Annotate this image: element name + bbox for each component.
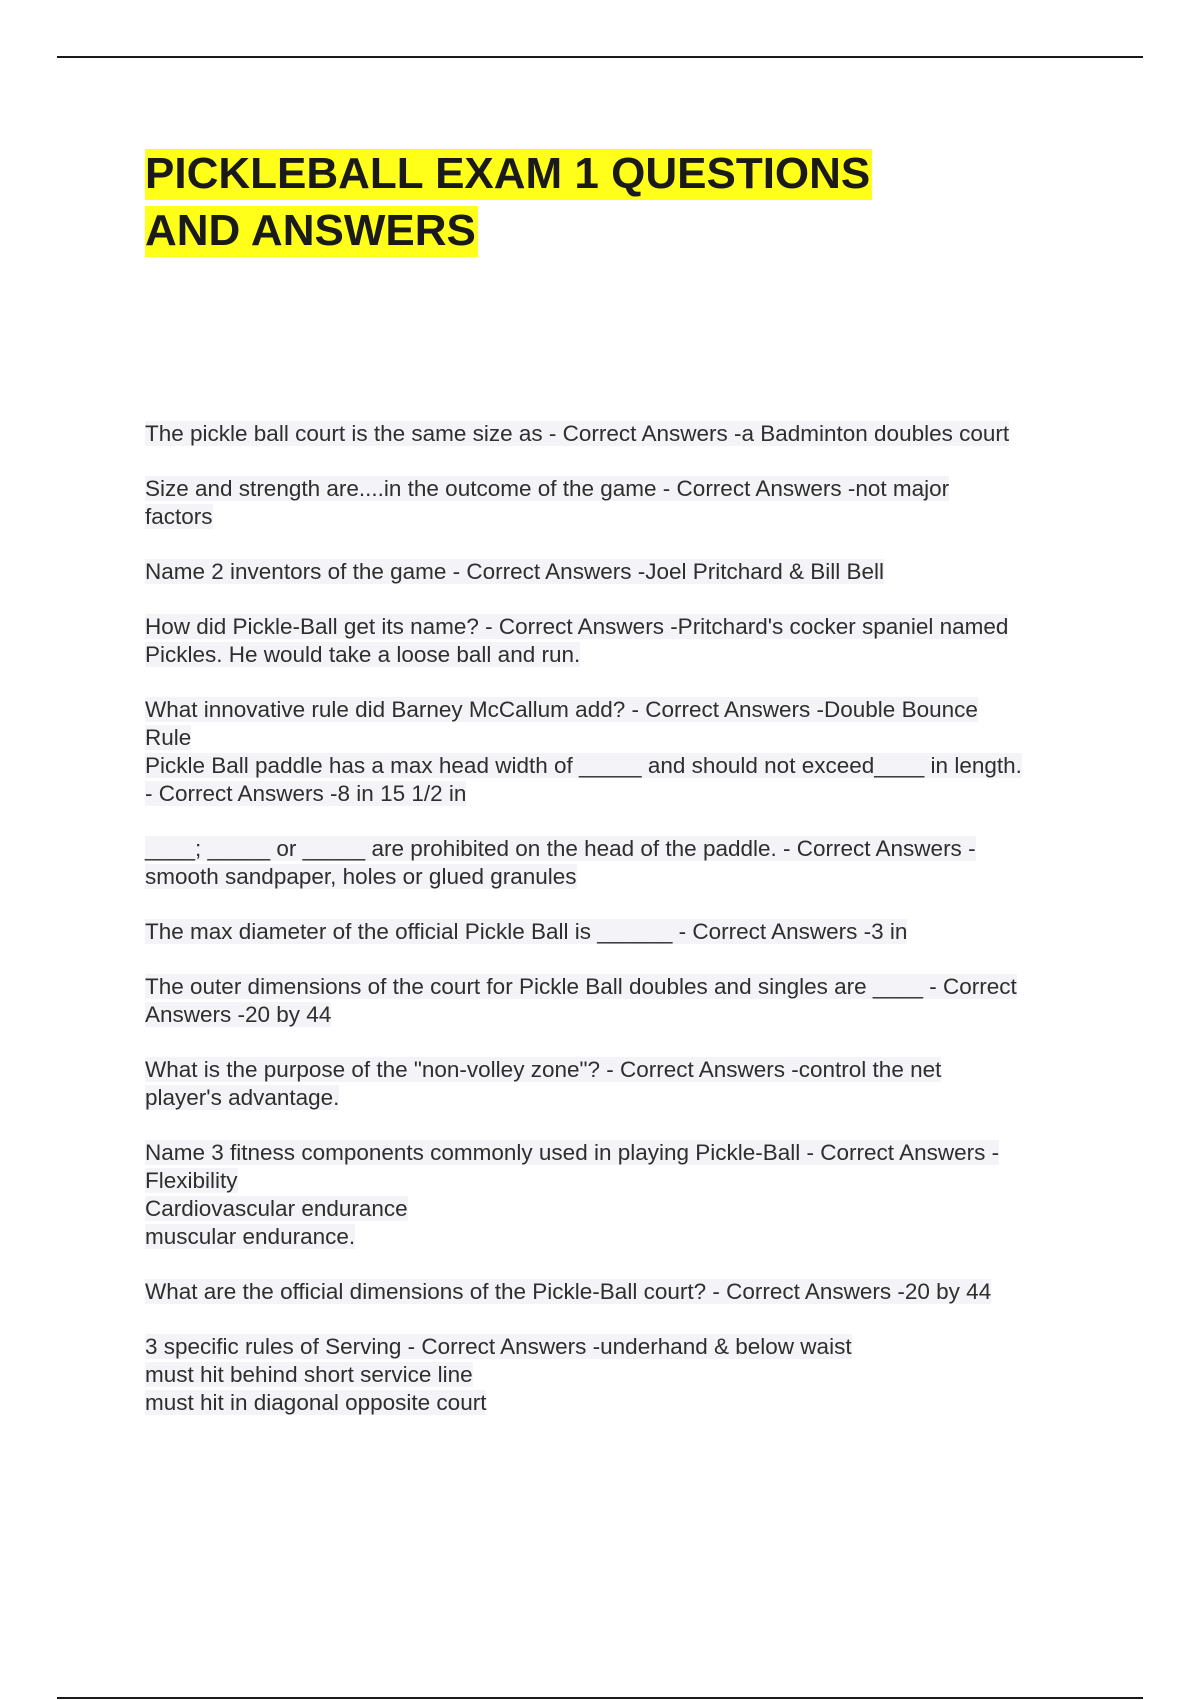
qa-line: smooth sandpaper, holes or glued granules [145,864,577,889]
qa-line: 3 specific rules of Serving - Correct Answers -underhand & below waist [145,1334,852,1359]
qa-line: factors [145,504,213,529]
qa-item [145,752,1105,808]
qa-line: Flexibility [145,1168,238,1193]
qa-line: Cardiovascular endurance [145,1196,408,1221]
qa-line: must hit behind short service line [145,1362,473,1387]
qa-line: How did Pickle-Ball get its name? - Correct Answers -Pritchard's cocker spaniel named [145,614,1009,639]
qa-item [145,1139,1105,1251]
qa-item [145,420,1105,448]
qa-item [145,558,1105,586]
qa-line: Rule [145,725,192,750]
qa-line: Answers -20 by 44 [145,1002,332,1027]
qa-item [145,1333,1105,1417]
qa-line: must hit in diagonal opposite court [145,1390,487,1415]
title-line-2: AND ANSWERS [145,206,476,255]
qa-line: Pickles. He would take a loose ball and run. [145,642,581,667]
qa-line: The outer dimensions of the court for Pickle Ball doubles and singles are ____ - Correct [145,974,1017,999]
qa-line: What innovative rule did Barney McCallum add? - Correct Answers -Double Bounce [145,697,978,722]
qa-line: muscular endurance. [145,1224,356,1249]
qa-line: What is the purpose of the "non-volley zone"? - Correct Answers -control the net [145,1057,942,1082]
footer-rule [57,1697,1143,1699]
qa-line: ____; _____ or _____ are prohibited on the head of the paddle. - Correct Answers - [145,836,976,861]
qa-item [145,613,1105,669]
qa-item [145,973,1105,1029]
qa-line: Name 2 inventors of the game - Correct Answers -Joel Pritchard & Bill Bell [145,559,885,584]
header-rule [57,56,1143,58]
title-line-1: PICKLEBALL EXAM 1 QUESTIONS [145,149,871,198]
qa-item [145,1056,1105,1112]
qa-item [145,1278,1105,1306]
qa-line: Pickle Ball paddle has a max head width of _____ and should not exceed____ in length. [145,753,1022,778]
qa-line: The max diameter of the official Pickle Ball is ______ - Correct Answers -3 in [145,919,908,944]
qa-line: What are the official dimensions of the Pickle-Ball court? - Correct Answers -20 by 44 [145,1279,992,1304]
qa-list [145,420,1105,1444]
qa-item [145,918,1105,946]
qa-line: The pickle ball court is the same size as - Correct Answers -a Badminton doubles court [145,421,1010,446]
qa-item [145,475,1105,531]
document-title [145,145,1105,259]
qa-item [145,696,1105,752]
qa-line: - Correct Answers -8 in 15 1/2 in [145,781,467,806]
qa-item [145,835,1105,891]
qa-line: player's advantage. [145,1085,340,1110]
qa-line: Name 3 fitness components commonly used in playing Pickle-Ball - Correct Answers - [145,1140,1000,1165]
qa-line: Size and strength are....in the outcome of the game - Correct Answers -not major [145,476,950,501]
